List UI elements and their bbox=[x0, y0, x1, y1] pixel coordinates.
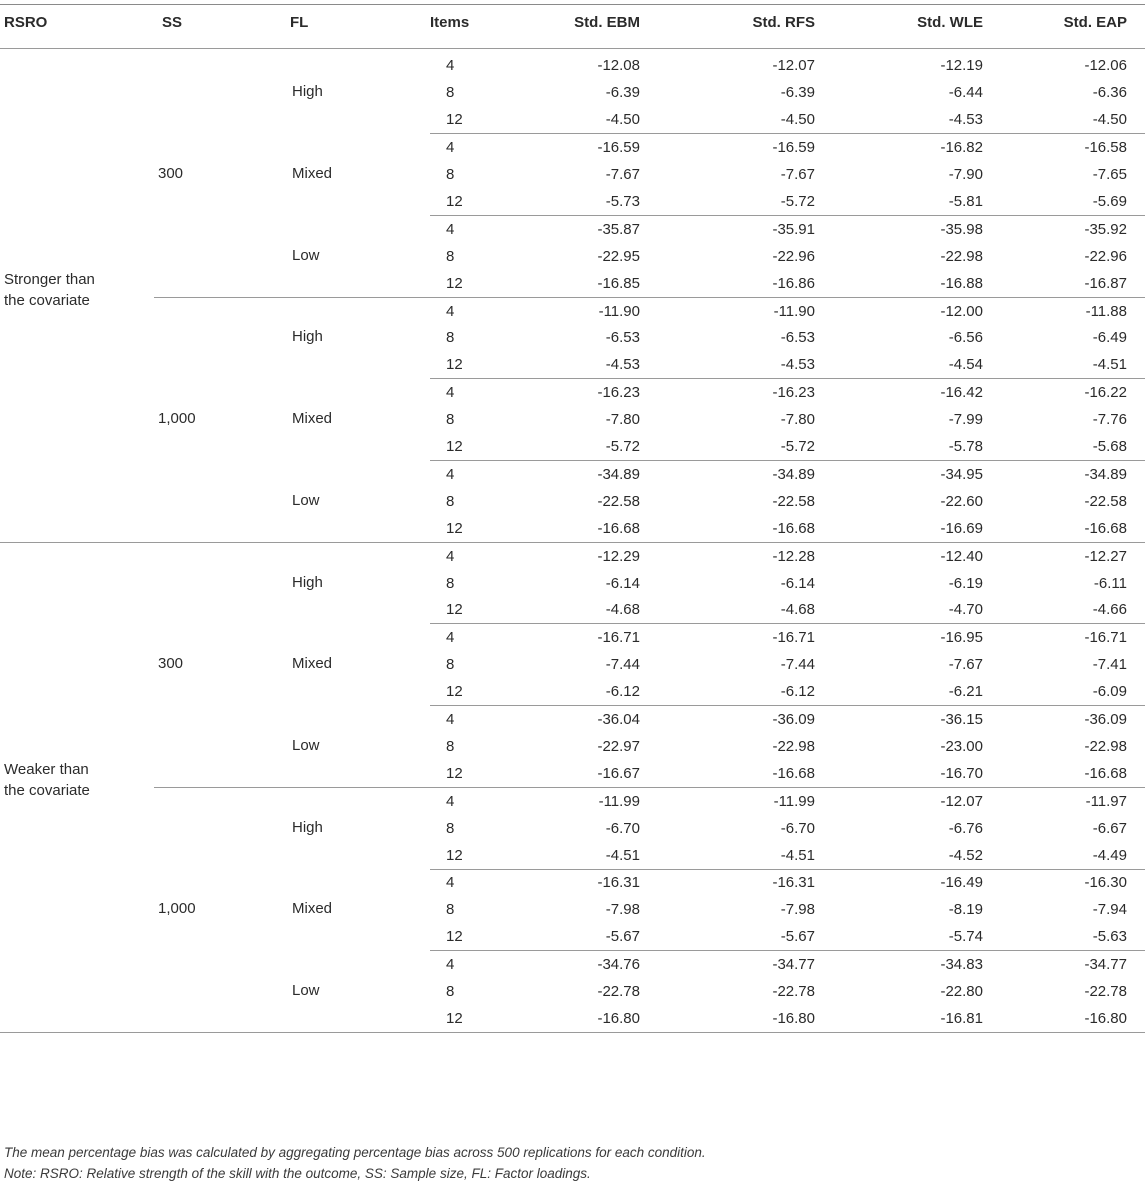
rsro-label: Weaker than the covariate bbox=[4, 760, 90, 799]
items-cell: 4 bbox=[446, 465, 455, 483]
value-cell: -4.54 bbox=[948, 356, 983, 374]
value-cell: -12.07 bbox=[772, 57, 815, 75]
value-cell: -16.30 bbox=[1084, 874, 1127, 892]
factor-loading-label: Low bbox=[292, 982, 320, 1000]
value-cell: -22.95 bbox=[597, 247, 640, 265]
items-cell: 4 bbox=[446, 139, 455, 157]
value-cell: -22.78 bbox=[1084, 983, 1127, 1001]
header-items: Items bbox=[430, 14, 470, 31]
factor-loading-label: High bbox=[292, 818, 323, 836]
value-cell: -6.53 bbox=[780, 329, 815, 347]
items-cell: 8 bbox=[446, 247, 455, 265]
table-rule bbox=[430, 460, 1145, 461]
value-cell: -36.09 bbox=[772, 711, 815, 729]
value-cell: -22.80 bbox=[940, 983, 983, 1001]
value-cell: -36.15 bbox=[940, 711, 983, 729]
value-cell: -34.83 bbox=[940, 956, 983, 974]
value-cell: -16.31 bbox=[772, 874, 815, 892]
items-cell: 12 bbox=[446, 601, 463, 619]
items-cell: 8 bbox=[446, 329, 455, 347]
value-cell: -5.69 bbox=[1092, 192, 1127, 210]
value-cell: -4.51 bbox=[1092, 356, 1127, 374]
items-cell: 4 bbox=[446, 57, 455, 75]
value-cell: -6.39 bbox=[605, 84, 640, 102]
value-cell: -12.07 bbox=[940, 792, 983, 810]
sample-size-label: 1,000 bbox=[158, 900, 196, 918]
items-cell: 8 bbox=[446, 411, 455, 429]
value-cell: -16.80 bbox=[597, 1009, 640, 1027]
value-cell: -16.95 bbox=[940, 629, 983, 647]
value-cell: -12.29 bbox=[597, 547, 640, 565]
value-cell: -6.12 bbox=[605, 683, 640, 701]
value-cell: -12.27 bbox=[1084, 547, 1127, 565]
value-cell: -11.97 bbox=[1085, 792, 1127, 810]
value-cell: -6.49 bbox=[1092, 329, 1127, 347]
value-cell: -34.76 bbox=[597, 956, 640, 974]
value-cell: -7.67 bbox=[605, 166, 640, 184]
value-cell: -4.50 bbox=[1092, 111, 1127, 129]
value-cell: -22.58 bbox=[597, 492, 640, 510]
value-cell: -16.68 bbox=[597, 519, 640, 537]
value-cell: -23.00 bbox=[940, 737, 983, 755]
table-rule bbox=[154, 787, 1145, 788]
value-cell: -16.85 bbox=[597, 274, 640, 292]
items-cell: 12 bbox=[446, 356, 463, 374]
table-rule bbox=[430, 378, 1145, 379]
value-cell: -16.80 bbox=[772, 1009, 815, 1027]
value-cell: -16.80 bbox=[1084, 1009, 1127, 1027]
factor-loading-label: Mixed bbox=[292, 655, 333, 673]
header-std-rfs: Std. RFS bbox=[752, 14, 815, 31]
value-cell: -5.72 bbox=[780, 192, 815, 210]
value-cell: -22.98 bbox=[1084, 737, 1127, 755]
header-std-ebm: Std. EBM bbox=[574, 14, 640, 31]
value-cell: -36.04 bbox=[597, 711, 640, 729]
value-cell: -4.53 bbox=[780, 356, 815, 374]
value-cell: -7.98 bbox=[780, 901, 815, 919]
value-cell: -4.68 bbox=[605, 601, 640, 619]
value-cell: -16.67 bbox=[597, 764, 640, 782]
factor-loading-label: Mixed bbox=[292, 900, 333, 918]
value-cell: -4.49 bbox=[1092, 846, 1127, 864]
items-cell: 8 bbox=[446, 819, 455, 837]
value-cell: -22.98 bbox=[940, 247, 983, 265]
value-cell: -11.88 bbox=[1085, 302, 1127, 320]
value-cell: -6.19 bbox=[948, 574, 983, 592]
value-cell: -16.86 bbox=[772, 274, 815, 292]
value-cell: -6.44 bbox=[948, 84, 983, 102]
value-cell: -16.59 bbox=[597, 139, 640, 157]
value-cell: -6.14 bbox=[780, 574, 815, 592]
value-cell: -5.72 bbox=[605, 438, 640, 456]
value-cell: -5.68 bbox=[1092, 438, 1127, 456]
items-cell: 8 bbox=[446, 983, 455, 1001]
value-cell: -4.70 bbox=[948, 601, 983, 619]
value-cell: -16.87 bbox=[1084, 274, 1127, 292]
value-cell: -16.68 bbox=[772, 519, 815, 537]
header-fl: FL bbox=[290, 14, 309, 31]
value-cell: -4.52 bbox=[948, 846, 983, 864]
value-cell: -35.91 bbox=[772, 220, 815, 238]
value-cell: -16.31 bbox=[597, 874, 640, 892]
items-cell: 8 bbox=[446, 166, 455, 184]
value-cell: -16.68 bbox=[1084, 519, 1127, 537]
sample-size-label: 300 bbox=[158, 655, 184, 673]
value-cell: -16.23 bbox=[597, 384, 640, 402]
items-cell: 12 bbox=[446, 519, 463, 537]
items-cell: 8 bbox=[446, 84, 455, 102]
value-cell: -16.71 bbox=[597, 629, 640, 647]
value-cell: -7.44 bbox=[605, 656, 640, 674]
items-cell: 12 bbox=[446, 683, 463, 701]
value-cell: -11.90 bbox=[598, 302, 640, 320]
items-cell: 8 bbox=[446, 574, 455, 592]
value-cell: -22.98 bbox=[772, 737, 815, 755]
value-cell: -6.67 bbox=[1092, 819, 1127, 837]
value-cell: -5.63 bbox=[1092, 928, 1127, 946]
value-cell: -6.76 bbox=[948, 819, 983, 837]
value-cell: -34.89 bbox=[597, 465, 640, 483]
table-rule bbox=[430, 133, 1145, 134]
value-cell: -6.09 bbox=[1092, 683, 1127, 701]
value-cell: -16.81 bbox=[940, 1009, 983, 1027]
value-cell: -12.00 bbox=[940, 302, 983, 320]
value-cell: -7.67 bbox=[948, 656, 983, 674]
items-cell: 4 bbox=[446, 874, 455, 892]
table-note-abbreviations: Note: RSRO: Relative strength of the skill with the outcome, SS: Sample size, FL: Factor loadings. bbox=[4, 1166, 591, 1181]
value-cell: -6.21 bbox=[948, 683, 983, 701]
value-cell: -7.76 bbox=[1092, 411, 1127, 429]
value-cell: -12.06 bbox=[1084, 57, 1127, 75]
value-cell: -16.22 bbox=[1084, 384, 1127, 402]
items-cell: 12 bbox=[446, 1009, 463, 1027]
value-cell: -5.81 bbox=[948, 192, 983, 210]
value-cell: -34.77 bbox=[1084, 956, 1127, 974]
items-cell: 4 bbox=[446, 711, 455, 729]
value-cell: -22.96 bbox=[1084, 247, 1127, 265]
value-cell: -22.60 bbox=[940, 492, 983, 510]
value-cell: -34.89 bbox=[772, 465, 815, 483]
items-cell: 12 bbox=[446, 846, 463, 864]
items-cell: 8 bbox=[446, 492, 455, 510]
value-cell: -7.67 bbox=[780, 166, 815, 184]
table-rule bbox=[430, 869, 1145, 870]
value-cell: -4.53 bbox=[605, 356, 640, 374]
table-rule bbox=[430, 623, 1145, 624]
value-cell: -4.68 bbox=[780, 601, 815, 619]
value-cell: -16.23 bbox=[772, 384, 815, 402]
items-cell: 12 bbox=[446, 764, 463, 782]
value-cell: -35.87 bbox=[597, 220, 640, 238]
value-cell: -7.41 bbox=[1092, 656, 1127, 674]
factor-loading-label: High bbox=[292, 328, 323, 346]
value-cell: -5.78 bbox=[948, 438, 983, 456]
value-cell: -6.39 bbox=[780, 84, 815, 102]
value-cell: -6.70 bbox=[780, 819, 815, 837]
factor-loading-label: Low bbox=[292, 246, 320, 264]
value-cell: -5.73 bbox=[605, 192, 640, 210]
value-cell: -6.36 bbox=[1092, 84, 1127, 102]
table-rule bbox=[430, 950, 1145, 951]
value-cell: -12.19 bbox=[940, 57, 983, 75]
table-notes bbox=[4, 1142, 706, 1184]
value-cell: -7.65 bbox=[1092, 166, 1127, 184]
value-cell: -16.42 bbox=[940, 384, 983, 402]
header-ss: SS bbox=[162, 14, 183, 31]
value-cell: -4.53 bbox=[948, 111, 983, 129]
value-cell: -11.99 bbox=[598, 792, 640, 810]
value-cell: -7.99 bbox=[948, 411, 983, 429]
header-rsro: RSRO bbox=[4, 14, 48, 31]
table-rule bbox=[154, 297, 1145, 298]
value-cell: -12.40 bbox=[940, 547, 983, 565]
value-cell: -4.66 bbox=[1092, 601, 1127, 619]
items-cell: 4 bbox=[446, 956, 455, 974]
items-cell: 12 bbox=[446, 192, 463, 210]
items-cell: 8 bbox=[446, 737, 455, 755]
value-cell: -6.12 bbox=[780, 683, 815, 701]
items-cell: 8 bbox=[446, 901, 455, 919]
value-cell: -22.96 bbox=[772, 247, 815, 265]
factor-loading-label: Low bbox=[292, 736, 320, 754]
value-cell: -35.92 bbox=[1084, 220, 1127, 238]
value-cell: -4.51 bbox=[605, 846, 640, 864]
sample-size-label: 300 bbox=[158, 165, 184, 183]
value-cell: -7.44 bbox=[780, 656, 815, 674]
items-cell: 4 bbox=[446, 629, 455, 647]
value-cell: -11.99 bbox=[773, 792, 815, 810]
value-cell: -16.69 bbox=[940, 519, 983, 537]
value-cell: -6.56 bbox=[948, 329, 983, 347]
header-std-wle: Std. WLE bbox=[917, 14, 983, 31]
value-cell: -5.67 bbox=[780, 928, 815, 946]
table-rule bbox=[430, 215, 1145, 216]
value-cell: -16.49 bbox=[940, 874, 983, 892]
value-cell: -22.78 bbox=[597, 983, 640, 1001]
value-cell: -7.94 bbox=[1092, 901, 1127, 919]
table-rule bbox=[0, 542, 1145, 543]
table-rule bbox=[0, 48, 1145, 49]
value-cell: -16.68 bbox=[1084, 764, 1127, 782]
value-cell: -4.50 bbox=[780, 111, 815, 129]
value-cell: -8.19 bbox=[948, 901, 983, 919]
value-cell: -6.14 bbox=[605, 574, 640, 592]
items-cell: 12 bbox=[446, 274, 463, 292]
items-cell: 4 bbox=[446, 792, 455, 810]
value-cell: -22.58 bbox=[1084, 492, 1127, 510]
table-rule bbox=[430, 705, 1145, 706]
value-cell: -5.74 bbox=[948, 928, 983, 946]
value-cell: -6.70 bbox=[605, 819, 640, 837]
value-cell: -16.70 bbox=[940, 764, 983, 782]
items-cell: 12 bbox=[446, 438, 463, 456]
value-cell: -12.08 bbox=[597, 57, 640, 75]
value-cell: -6.11 bbox=[1093, 574, 1127, 592]
value-cell: -7.90 bbox=[948, 166, 983, 184]
factor-loading-label: High bbox=[292, 573, 323, 591]
value-cell: -5.72 bbox=[780, 438, 815, 456]
items-cell: 12 bbox=[446, 111, 463, 129]
items-cell: 4 bbox=[446, 384, 455, 402]
value-cell: -6.53 bbox=[605, 329, 640, 347]
value-cell: -34.89 bbox=[1084, 465, 1127, 483]
value-cell: -16.58 bbox=[1084, 139, 1127, 157]
items-cell: 4 bbox=[446, 547, 455, 565]
factor-loading-label: Mixed bbox=[292, 165, 333, 183]
value-cell: -4.50 bbox=[605, 111, 640, 129]
value-cell: -7.80 bbox=[605, 411, 640, 429]
table-rule bbox=[0, 4, 1145, 5]
value-cell: -16.71 bbox=[772, 629, 815, 647]
sample-size-label: 1,000 bbox=[158, 410, 196, 428]
table-note-aggregation: The mean percentage bias was calculated by aggregating percentage bias across 500 replications for each condition. bbox=[4, 1145, 706, 1160]
value-cell: -16.88 bbox=[940, 274, 983, 292]
factor-loading-label: High bbox=[292, 83, 323, 101]
value-cell: -22.58 bbox=[772, 492, 815, 510]
value-cell: -4.51 bbox=[780, 846, 815, 864]
items-cell: 8 bbox=[446, 656, 455, 674]
value-cell: -36.09 bbox=[1084, 711, 1127, 729]
header-std-eap: Std. EAP bbox=[1063, 14, 1127, 31]
rsro-label: Stronger than the covariate bbox=[4, 270, 95, 309]
value-cell: -34.95 bbox=[940, 465, 983, 483]
factor-loading-label: Mixed bbox=[292, 410, 333, 428]
value-cell: -22.97 bbox=[597, 737, 640, 755]
value-cell: -16.71 bbox=[1084, 629, 1127, 647]
items-cell: 4 bbox=[446, 302, 455, 320]
value-cell: -16.82 bbox=[940, 139, 983, 157]
value-cell: -7.98 bbox=[605, 901, 640, 919]
value-cell: -16.68 bbox=[772, 764, 815, 782]
items-cell: 12 bbox=[446, 928, 463, 946]
value-cell: -35.98 bbox=[940, 220, 983, 238]
value-cell: -12.28 bbox=[772, 547, 815, 565]
value-cell: -22.78 bbox=[772, 983, 815, 1001]
value-cell: -34.77 bbox=[772, 956, 815, 974]
value-cell: -11.90 bbox=[773, 302, 815, 320]
items-cell: 4 bbox=[446, 220, 455, 238]
value-cell: -16.59 bbox=[772, 139, 815, 157]
factor-loading-label: Low bbox=[292, 491, 320, 509]
value-cell: -7.80 bbox=[780, 411, 815, 429]
value-cell: -5.67 bbox=[605, 928, 640, 946]
table-rule bbox=[0, 1032, 1145, 1033]
